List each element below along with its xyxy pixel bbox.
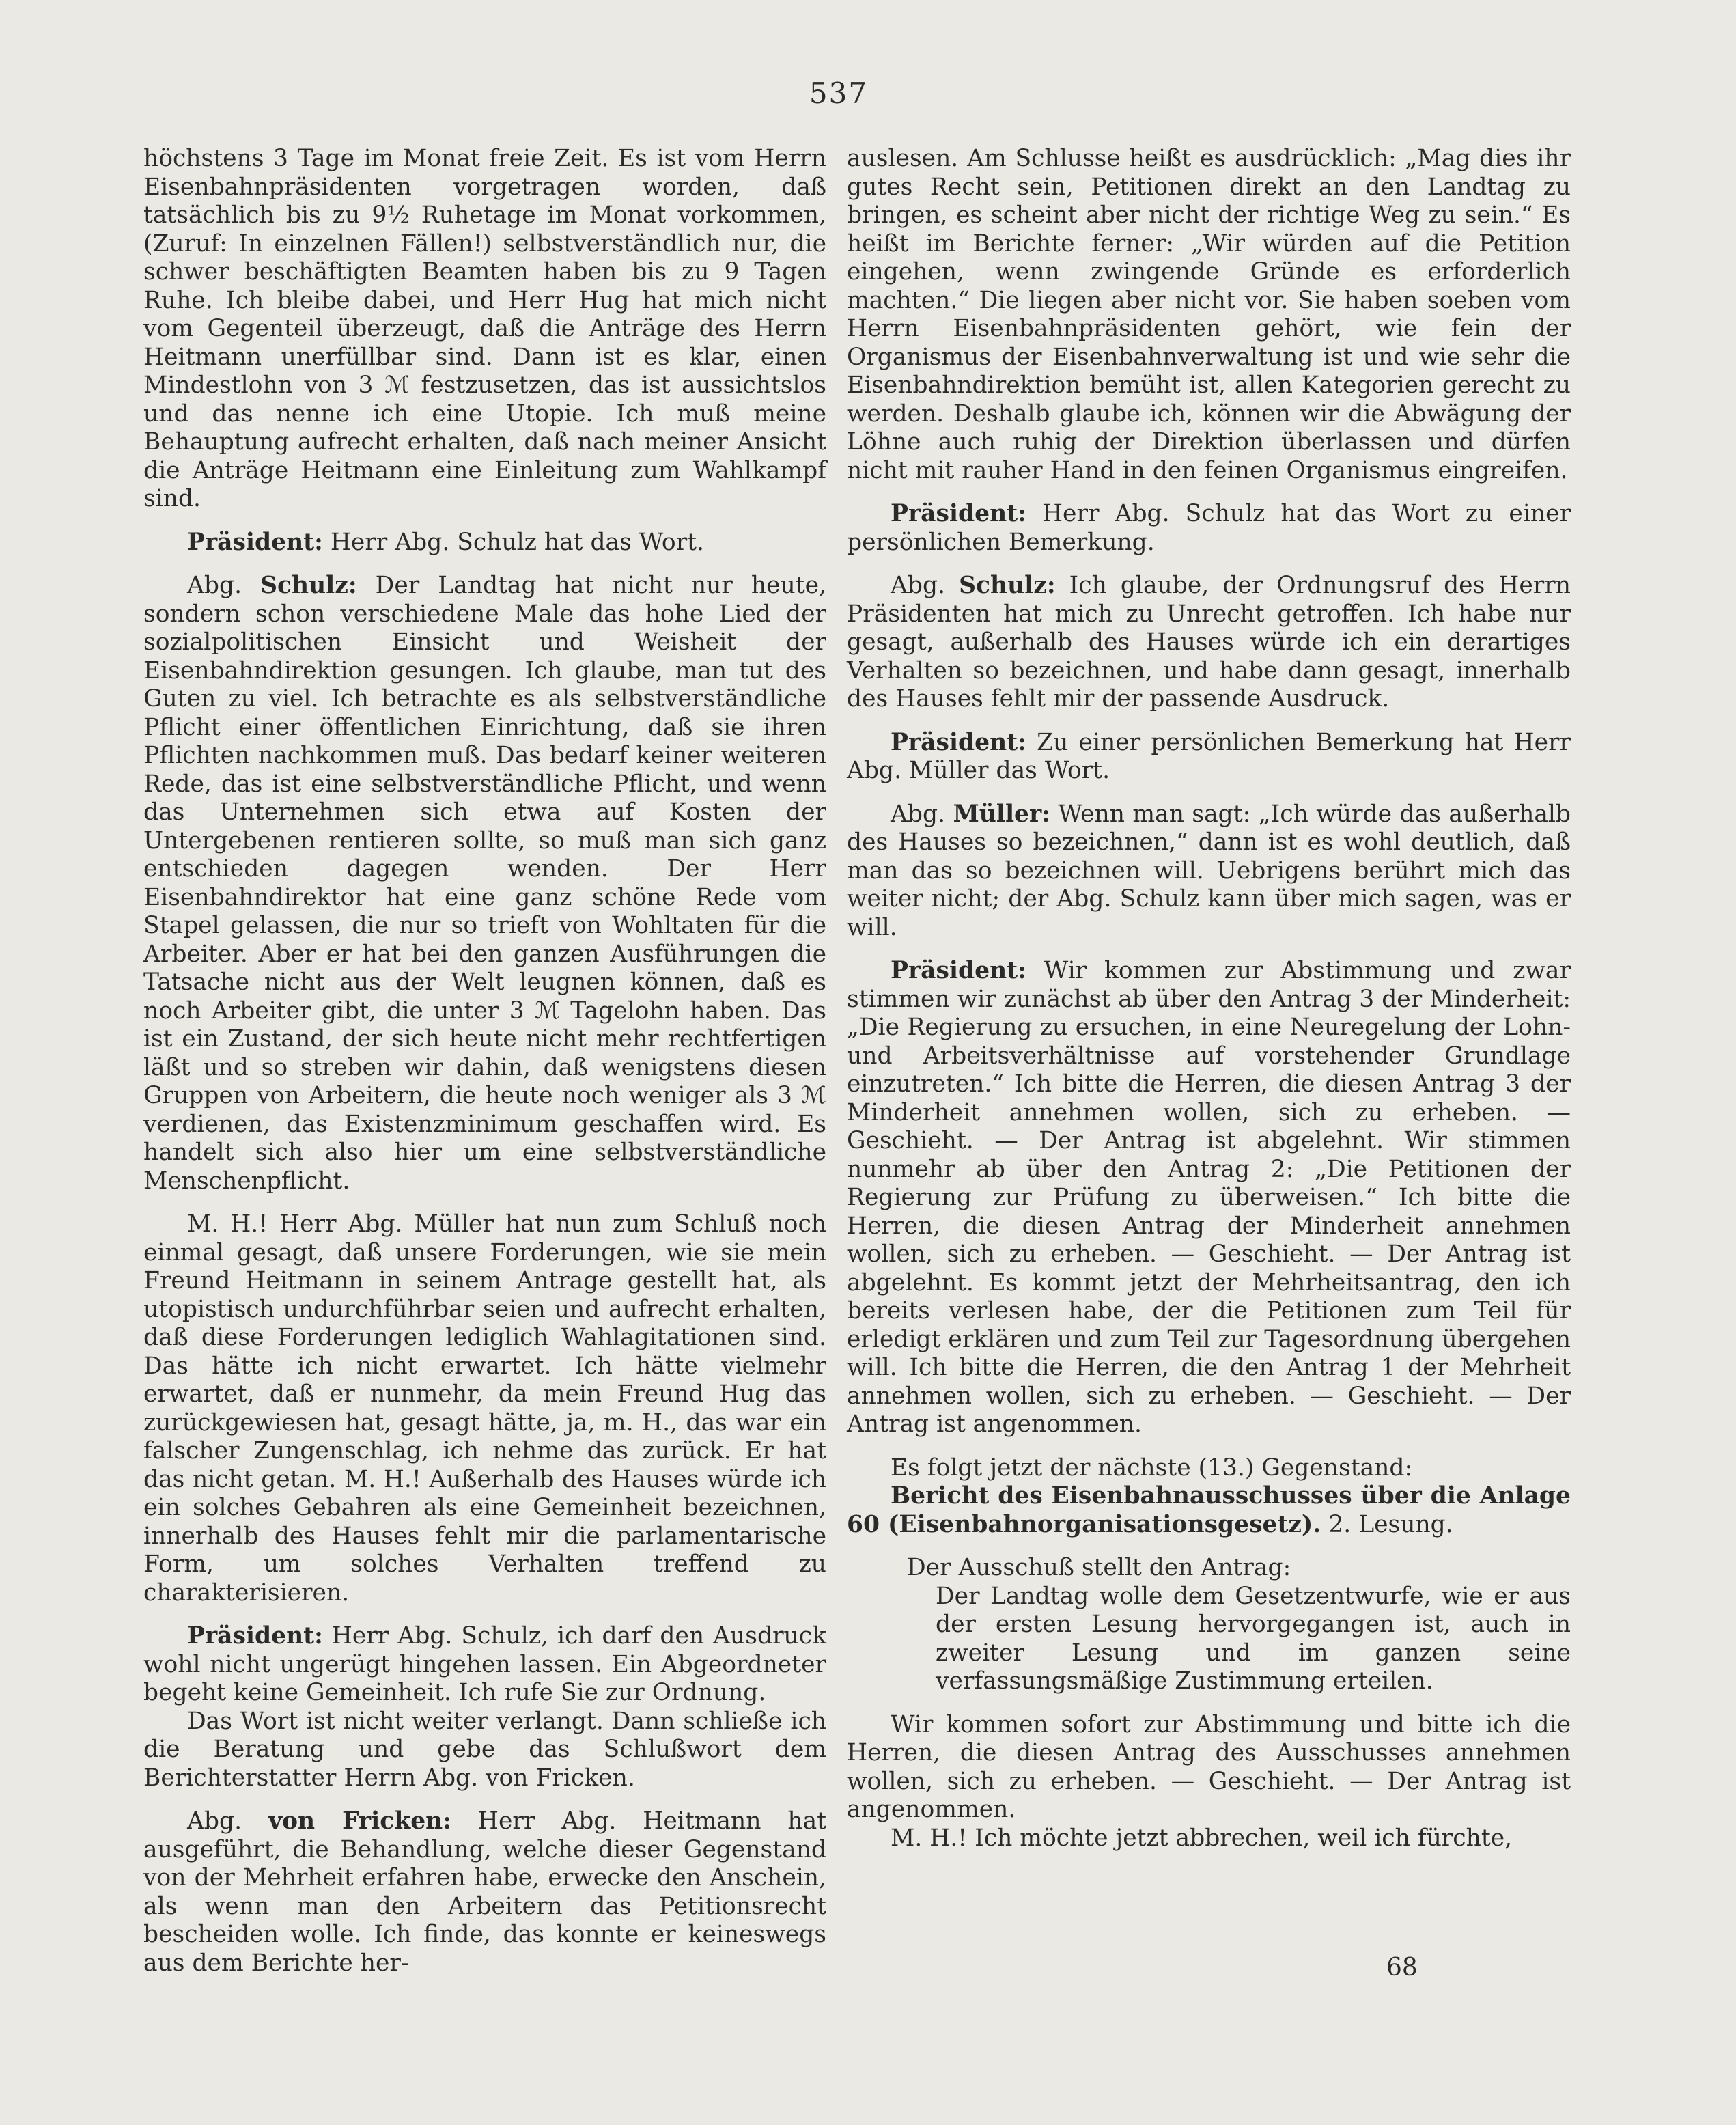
paragraph [143,1807,826,1977]
motion-text: Der Landtag wolle dem Gesetzentwurfe, wie er aus der ersten Lesung hervorgegangen ist, auch in zweiter Lesung und im ganzen seine verfassungsmäßige Zustimmung erteilen. [936,1582,1571,1695]
speaker-label: Präsident: [187,528,323,556]
paragraph: Wir kommen sofort zur Abstimmung und bitte ich die Herren, die diesen Antrag des Ausschusses annehmen wollen, sich zu erheben. — Geschieht. — Der Antrag ist angenommen. [847,1710,1571,1823]
speaker-prefix: Abg. [891,800,946,828]
speaker-prefix: Abg. [187,1807,242,1835]
left-column [143,145,826,1977]
speech-text: Herr Abg. Schulz hat das Wort zu einer persönlichen Bemerkung. [847,500,1571,556]
speech-text: Herr Abg. Heitmann hat ausgeführt, die Behandlung, welche dieser Gegenstand von der Mehrheit erfahren habe, erwecke den Anschein, als wenn man den Arbeitern das Petitionsrecht bescheiden wolle. Ich finde, das konnte er keineswegs aus dem Berichte her- [143,1807,827,1977]
right-column [847,145,1571,1852]
sheet-number: 68 [1386,1954,1418,1982]
speech-text: Ich glaube, der Ordnungsruf des Herrn Präsidenten hat mich zu Unrecht getroffen. Ich habe nur gesagt, außerhalb des Hauses würde ich ein derartiges Verhalten so bezeichnen, und habe dann gesagt, innerhalb des Hauses fehlt mir der passende Ausdruck. [847,572,1571,712]
paragraph [847,729,1571,786]
paragraph: auslesen. Am Schlusse heißt es ausdrücklich: „Mag dies ihr gutes Recht sein, Petitionen direkt an den Landtag zu bringen, es scheint aber nicht der richtige Weg zu sein.“ Es heißt im Berichte ferner: „Wir würden auf die Petition eingehen, wenn zwingende Gründe es erforderlich machten.“ Die liegen aber nicht vor. Sie haben soeben vom Herrn Eisenbahnpräsidenten gehört, wie fein der Organismus der Eisenbahnverwaltung ist und wie sehr die Eisenbahndirektion bemüht ist, allen Kategorien gerecht zu werden. Deshalb glaube ich, können wir die Abwägung der Löhne auch ruhig der Direktion überlassen und dürfen nicht mit rauher Hand in den feinen Organismus eingreifen. [847,145,1571,484]
speech-text: Herr Abg. Schulz, ich darf den Ausdruck wohl nicht ungerügt hingehen lassen. Ein Abgeordneter begeht keine Gemeinheit. Ich rufe Sie zur Ordnung. [143,1622,827,1706]
paragraph: M. H.! Ich möchte jetzt abbrechen, weil ich fürchte, [891,1824,1513,1852]
speaker-prefix: Abg. [891,572,946,599]
speaker-label: Schulz: [959,572,1056,599]
paragraph [143,529,826,557]
speaker-label: Präsident: [891,500,1026,527]
paragraph [847,801,1571,943]
speech-text: Zu einer persönlichen Bemerkung hat Herr Abg. Müller das Wort. [847,728,1571,784]
speech-text: Herr Abg. Schulz hat das Wort. [330,528,705,556]
paragraph [143,572,826,1195]
speech-text: Wenn man sagt: „Ich würde das außerhalb des Hauses so bezeichnen,“ dann ist es wohl deutlich, daß man das so bezeichnen will. Uebrigens berührt mich das weiter nicht; der Abg. Schulz kann über mich sagen, was er will. [847,800,1571,941]
speaker-label: Schulz: [260,572,357,599]
paragraph: Der Ausschuß stellt den Antrag: [907,1554,1291,1581]
paragraph: Das Wort ist nicht weiter verlangt. Dann schließe ich die Beratung und gebe das Schlußwort dem Berichterstatter Herrn Abg. von Fricken. [143,1707,826,1792]
agenda-heading-title: Bericht des Eisenbahnausschusses über die Anlage 60 (Eisenbahnorganisationsgesetz). [847,1482,1571,1538]
paragraph [847,957,1571,1439]
speaker-label: von Fricken: [268,1807,451,1835]
speaker-label: Präsident: [891,728,1026,756]
paragraph [847,572,1571,714]
speech-text: Wir kommen zur Abstimmung und zwar stimmen wir zunächst ab über den Antrag 3 der Minderheit: „Die Regierung zu ersuchen, in eine Neuregelung der Lohn- und Arbeitsverhältnisse auf vorstehender Grundlage einzutreten.“ Ich bitte die Herren, die diesen Antrag 3 der Minderheit annehmen wollen, sich zu erheben. — Geschieht. — Der Antrag ist abgelehnt. Wir stimmen nunmehr ab über den Antrag 2: „Die Petitionen der Regierung zur Prüfung zu überweisen.“ Ich bitte die Herren, die diesen Antrag der Minderheit annehmen wollen, sich zu erheben. — Geschieht. — Der Antrag ist abgelehnt. Es kommt jetzt der Mehrheitsantrag, den ich bereits verlesen habe, der die Petitionen zum Teil für erledigt erklären und zum Teil zur Tagesordnung übergehen will. Ich bitte die Herren, die den Antrag 1 der Mehrheit annehmen wollen, sich zu erheben. — Geschieht. — Der Antrag ist angenommen. [847,957,1571,1438]
paragraph [143,1622,826,1708]
agenda-heading-reading: 2. Lesung. [1328,1510,1453,1538]
page-number: 537 [809,77,869,110]
paragraph: höchstens 3 Tage im Monat freie Zeit. Es ist vom Herrn Eisenbahnpräsidenten vorgetragen worden, daß tatsächlich bis zu 9½ Ruhetage im Monat vorkommen, (Zuruf: In einzelnen Fällen!) selbstverständlich nur, die schwer beschäftigten Beamten haben bis zu 9 Tagen Ruhe. Ich bleibe dabei, und Herr Hug hat mich nicht vom Gegenteil überzeugt, daß die Anträge des Herrn Heitmann unerfüllbar sind. Dann ist es klar, einen Mindestlohn von 3 ℳ festzusetzen, das ist aussichtslos und das nenne ich eine Utopie. Ich muß meine Behauptung aufrecht erhalten, daß nach meiner Ansicht die Anträge Heitmann eine Einleitung zum Wahlkampf sind. [143,145,826,512]
paragraph: Es folgt jetzt der nächste (13.) Gegenstand: [891,1454,1413,1482]
speaker-label: Präsident: [187,1622,323,1650]
speech-text: Der Landtag hat nicht nur heute, sondern schon verschiedene Male das hohe Lied der sozialpolitischen Einsicht und Weisheit der Eisenbahndirektion gesungen. Ich glaube, man tut des Guten zu viel. Ich betrachte es als selbstverständliche Pflicht einer öffentlichen Einrichtung, daß sie ihren Pflichten nachkommen muß. Das bedarf keiner weiteren Rede, das ist eine selbstverständliche Pflicht, und wenn das Unternehmen sich etwa auf Kosten der Untergebenen rentieren sollte, so muß man sich ganz entschieden dagegen wenden. Der Herr Eisenbahndirektor hat eine ganz schöne Rede vom Stapel gelassen, die nur so trieft von Wohltaten für die Arbeiter. Aber er hat bei den ganzen Ausführungen die Tatsache nicht aus der Welt leugnen können, daß es noch Arbeiter gibt, die unter 3 ℳ Tagelohn haben. Das ist ein Zustand, der sich heute nicht mehr rechtfertigen läßt und so streben wir dahin, daß wenigstens diesen Gruppen von Arbeitern, die heute noch weniger als 3 ℳ verdienen, das Existenzminimum geschaffen wird. Es handelt sich also hier um eine selbstverständliche Menschenpflicht. [143,572,826,1195]
agenda-heading [847,1482,1571,1539]
speaker-label: Präsident: [891,957,1026,984]
paragraph: M. H.! Herr Abg. Müller hat nun zum Schluß noch einmal gesagt, daß unsere Forderungen, wie sie mein Freund Heitmann in seinem Antrage gestellt hat, als utopistisch undurchführbar seien und aufrecht erhalten, daß diese Forderungen lediglich Wahlagitationen sind. Das hätte ich nicht erwartet. Ich hätte vielmehr erwartet, daß er nunmehr, da mein Freund Hug das zurückgewiesen hat, gesagt hätte, ja, m. H., das war ein falscher Zungenschlag, ich nehme das zurück. Er hat das nicht getan. M. H.! Außerhalb des Hauses würde ich ein solches Gebahren als eine Gemeinheit bezeichnen, innerhalb des Hauses fehlt mir die parlamentarische Form, um solches Verhalten treffend zu charakterisieren. [143,1210,826,1607]
paragraph [847,500,1571,557]
speaker-label: Müller: [953,800,1050,828]
speaker-prefix: Abg. [187,572,242,599]
